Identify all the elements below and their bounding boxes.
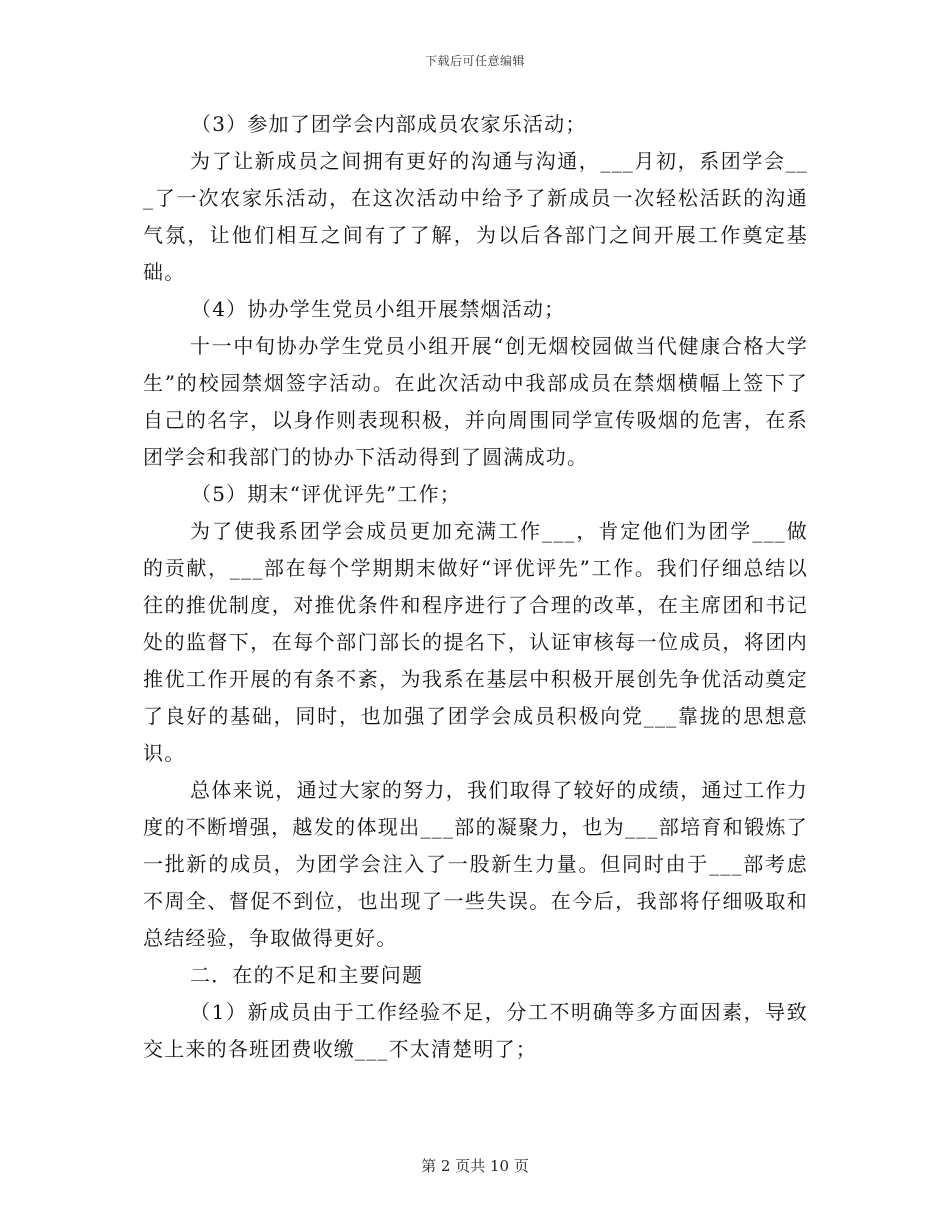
paragraph-summary: 总体来说，通过大家的努力，我们取得了较好的成绩，通过工作力度的不断增强，越发的体现出___部的凝聚力，也为___部培育和锻炼了一批新的成员，为团学会注入了一股新生力量。但同时由于___部考虑不周全、督促不到位，也出现了一些失误。在今后，我部将仔细吸取和总结经验，争取做得更好。 xyxy=(143,778,808,950)
section-heading-activity-5: （5）期末“评优评先”工作； xyxy=(191,482,461,506)
paragraph-activity-3: 为了让新成员之间拥有更好的沟通与沟通，___月初，系团学会___了一次农家乐活动，在这次活动中给予了新成员一次轻松活跃的沟通气氛，让他们相互之间有了了解，为以后各部门之间开展工作奠定基础。 xyxy=(143,149,808,284)
paragraph-activity-4: 十一中旬协办学生党员小组开展“创无烟校园做当代健康合格大学生”的校园禁烟签字活动。在此次活动中我部成员在禁烟横幅上签下了自己的名字，以身作则表现积极，并向周围同学宣传吸烟的危害，在系团学会和我部门的协办下活动得到了圆满成功。 xyxy=(143,334,808,469)
section-heading-problems: 二．在的不足和主要问题 xyxy=(190,963,424,987)
section-heading-activity-3: （3）参加了团学会内部成员农家乐活动； xyxy=(191,112,587,136)
page-footer: 第 2 页共 10 页 xyxy=(421,1157,529,1175)
paragraph-activity-5: 为了使我系团学会成员更加充满工作___，肯定他们为团学___做的贡献，___部在每个学期期末做好“评优评先”工作。我们仔细总结以往的推优制度，对推优条件和程序进行了合理的改革，在主席团和书记处的监督下，在每个部门部长的提名下，认证审核每一位成员，将团内推优工作开展的有条不紊，为我系在基层中积极开展创先争优活动奠定了良好的基础，同时，也加强了团学会成员积极向党___靠拢的思想意识。 xyxy=(143,519,808,765)
section-heading-activity-4: （4）协办学生党员小组开展禁烟活动； xyxy=(191,297,566,321)
page-header: 下载后可任意编辑 xyxy=(424,54,525,68)
document-body xyxy=(143,106,808,1068)
paragraph-problem-1: （1）新成员由于工作经验不足，分工不明确等多方面因素，导致交上来的各班团费收缴___不太清楚明了； xyxy=(143,1000,808,1061)
